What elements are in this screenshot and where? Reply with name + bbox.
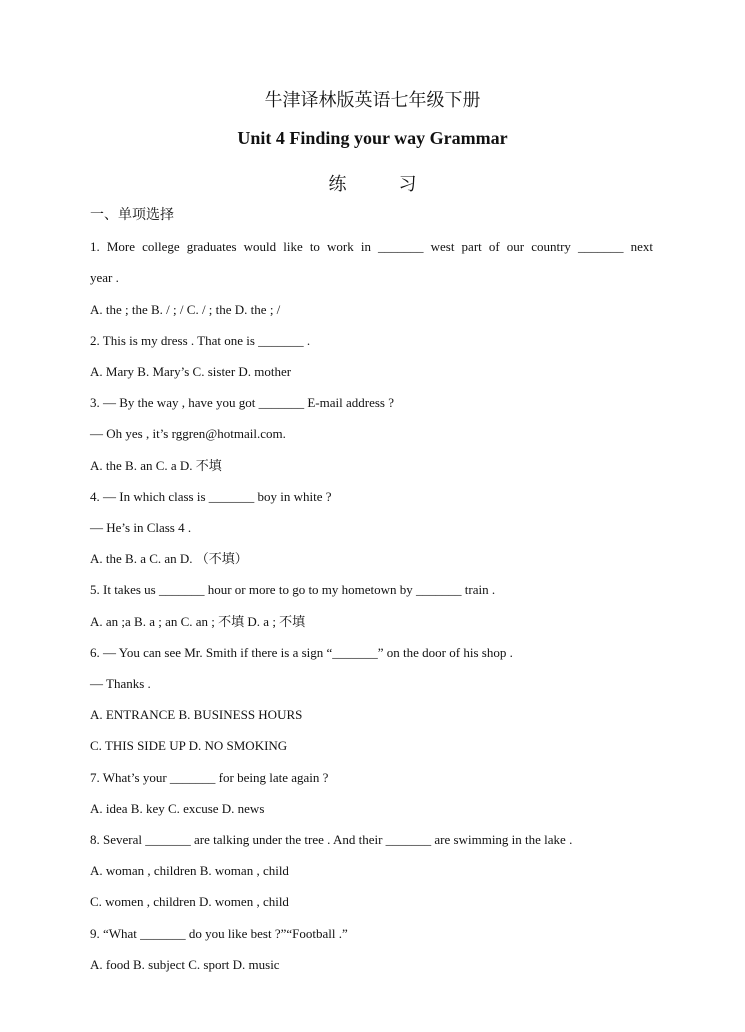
question-6-answer-line: — Thanks .	[90, 676, 151, 691]
section-heading: 一、单项选择	[90, 208, 174, 223]
exercise-heading	[0, 170, 745, 196]
question-1-stem-cont: year .	[90, 270, 119, 285]
question-7-options: A. idea B. key C. excuse D. news	[90, 801, 265, 816]
question-6-options: A. ENTRANCE B. BUSINESS HOURS	[90, 707, 303, 722]
unit-title: Unit 4 Finding your way Grammar	[237, 128, 508, 148]
question-4-answer-line: — He’s in Class 4 .	[90, 520, 192, 535]
book-title: 牛津译林版英语七年级下册	[264, 90, 481, 110]
question-4-options: A. the B. a C. an D. （不填）	[90, 551, 248, 566]
question-9-stem: 9. “What _______ do you like best ?”“Football .”	[90, 926, 348, 941]
question-6-stem: 6. — You can see Mr. Smith if there is a sign “_______” on the door of his shop .	[90, 645, 513, 660]
question-8-stem: 8. Several _______ are talking under the tree . And their _______ are swimming in the lake .	[90, 832, 573, 847]
question-1-options: A. the ; the B. / ; / C. / ; the D. the ; /	[90, 302, 281, 317]
exercise-char-2: 习	[398, 174, 417, 194]
question-8-options: A. woman , children B. woman , child	[90, 863, 289, 878]
question-2-stem: 2. This is my dress . That one is _______ .	[90, 333, 311, 348]
question-7-stem: 7. What’s your _______ for being late again ?	[90, 770, 329, 785]
question-6-options-cont: C. THIS SIDE UP D. NO SMOKING	[90, 738, 288, 753]
question-8-options-cont: C. women , children D. women , child	[90, 894, 289, 909]
question-5-stem: 5. It takes us _______ hour or more to go to my hometown by _______ train .	[90, 582, 496, 597]
question-9-options: A. food B. subject C. sport D. music	[90, 957, 280, 972]
question-3-stem: 3. — By the way , have you got _______ E-mail address ?	[90, 395, 394, 410]
question-4-stem: 4. — In which class is _______ boy in white ?	[90, 489, 332, 504]
question-3-options: A. the B. an C. a D. 不填	[90, 458, 222, 473]
question-5-options: A. an ;a B. a ; an C. an ; 不填 D. a ; 不填	[90, 614, 306, 629]
question-1-stem: 1. More college graduates would like to work in _______ west part of our country _______ next	[90, 239, 653, 254]
question-3-answer-line: — Oh yes , it’s rggren@hotmail.com.	[90, 426, 286, 441]
question-2-options: A. Mary B. Mary’s C. sister D. mother	[90, 364, 292, 379]
exercise-char-1: 练	[328, 174, 347, 194]
